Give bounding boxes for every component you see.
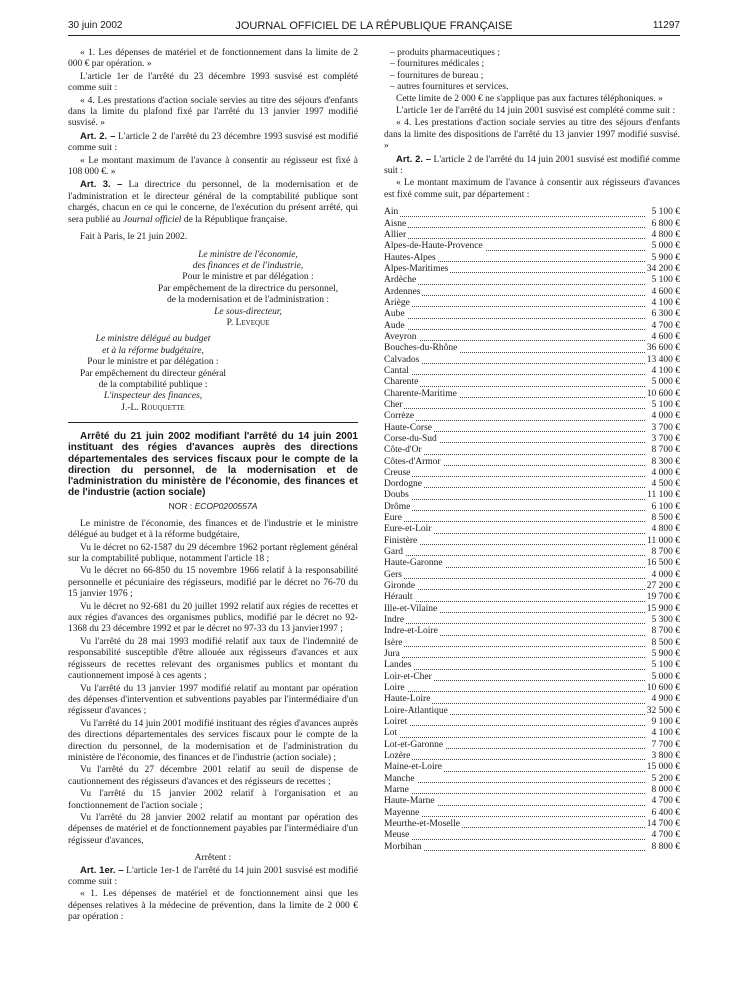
signature-block-2 [68,334,238,414]
departement-name: Haute-Loire [384,694,647,705]
article-label: Art. 2. – [80,130,116,142]
departement-name: Haute-Garonne [384,558,647,569]
article-text: L'article 2 de l'arrêté du 23 décembre 1993 susvisé est modifié comme suit : [68,131,358,154]
signature-line: Pour le ministre et par délégation : [87,357,219,368]
departement-amount: 4 700 € [651,796,680,807]
visa-paragraph: Vu l'arrêté du 28 mai 1993 modifié relatif aux taux de l'indemnité de responsabilité susceptible d'être allouée aux régisseurs d'avances et aux régisseurs de recettes relevant des organismes publics et montant du cautionnement imposé à ces agents ; [68,636,358,682]
departement-name: Jura [384,649,647,660]
table-row [384,638,680,649]
departement-name: Indre [384,615,647,626]
table-row [384,808,680,819]
signature-line: de la modernisation et de l'administration : [166,295,330,306]
departement-name: Gard [384,547,647,558]
departement-name: Ain [384,207,647,218]
departement-amount: 4 100 € [651,365,680,376]
article-text: de la République française. [181,214,288,225]
departement-name: Creuse [384,468,647,479]
table-row [384,423,680,434]
nor-code: ECOP0200557A [194,501,258,512]
departement-amount: 8 700 € [651,445,680,456]
departement-amount: 5 300 € [651,615,680,626]
departement-amount: 8 300 € [651,456,680,467]
departement-amount: 4 000 € [651,411,680,422]
paragraph: « Le montant maximum de l'avance à consentir aux régisseurs d'avances est fixé comme suit, par département : [384,178,680,200]
nor-reference [68,501,358,512]
table-row [384,343,680,354]
departement-amount: 4 900 € [651,694,680,705]
departement-amount: 6 400 € [651,807,680,818]
section-separator [68,422,358,423]
table-row [384,740,680,751]
departement-amount: 4 000 € [651,467,680,478]
departement-amount: 4 700 € [651,320,680,331]
table-row [384,785,680,796]
paragraph: Cette limite de 2 000 € ne s'applique pas aux factures téléphoniques. » [396,93,663,104]
departement-amount: 4 800 € [651,524,680,535]
paragraph: « Le montant maximum de l'avance à consentir au régisseur est fixé à 108 000 €. » [68,155,358,178]
departement-name: Haute-Corse [384,423,647,434]
table-row [384,728,680,739]
paragraph: L'article 1er de l'arrêté du 23 décembre 1993 susvisé est complété comme suit : [68,71,358,94]
table-row [384,502,680,513]
journal-reference: Journal officiel [123,214,182,225]
list-item: – fournitures de bureau ; [390,70,484,81]
table-row [384,547,680,558]
visa-paragraph: Le ministre de l'économie, des finances et de l'industrie et le ministre délégué au budget et à la réforme budgétaire, [68,518,358,541]
departement-amount: 4 600 € [651,286,680,297]
signature-line: de la comptabilité publique : [98,379,208,390]
departement-name: Allier [384,230,647,241]
table-row [384,717,680,728]
nor-label: NOR : [168,501,195,512]
departement-name: Charente-Maritime [384,389,647,400]
departement-name: Alpes-Maritimes [384,264,647,275]
table-row [384,592,680,603]
table-row [384,207,680,218]
table-row [384,524,680,535]
departement-name: Alpes-de-Haute-Provence [384,241,647,252]
visa-paragraph: Vu l'arrêté du 14 juin 2001 modifié instituant des régies d'avances auprès des directions départementales des services fiscaux pour le compte de la direction du personnel, de la modernisation et de l'administration du ministère de l'économie, des finances et de l'industrie (action sociale) ; [68,718,358,763]
departement-amount: 16 500 € [646,558,680,569]
signature-line: Pour le ministre et par délégation : [182,272,314,283]
departement-amount: 8 000 € [651,785,680,796]
table-row [384,649,680,660]
paragraph: « 1. Les dépenses de matériel et de fonctionnement ainsi que les dépenses relatives à la médecine de prévention, dans la limite de 2 000 € par opération : [68,889,358,923]
departement-name: Finistère [384,536,647,547]
table-row [384,457,680,468]
departement-name: Hautes-Alpes [384,253,647,264]
departement-amount: 34 200 € [646,263,680,274]
departement-name: Lot [384,728,647,739]
signature-line: Par empêchement du directeur général [79,368,227,379]
signature-block-1 [68,250,358,330]
departement-name: Corse-du-Sud [384,434,647,445]
departement-amount: 5 000 € [651,241,680,252]
departement-amount: 3 700 € [651,422,680,433]
departement-name: Eure-et-Loir [384,524,647,535]
departement-amount: 3 800 € [651,751,680,762]
arrete-body [68,519,358,847]
header-date: 30 juin 2002 [68,20,123,31]
departement-amount: 5 100 € [651,399,680,410]
list-item: – autres fournitures et services. [390,82,509,93]
departement-amount: 19 700 € [646,592,680,603]
departement-amount: 8 700 € [651,547,680,558]
paragraph: « 4. Les prestations d'action sociale servies au titre des séjours d'enfants dans la limite du plafond fixé par l'arrêté du 13 janvier 1997 modifié susvisé. » [68,95,358,129]
page-number: 11297 [652,20,680,31]
departement-amount: 4 100 € [651,728,680,739]
table-row [384,660,680,671]
journal-title: JOURNAL OFFICIEL DE LA RÉPUBLIQUE FRANÇAISE [235,20,513,32]
table-row [384,819,680,830]
table-row [384,275,680,286]
departement-name: Aveyron [384,332,647,343]
departement-name: Maine-et-Loire [384,762,647,773]
departement-name: Gers [384,570,647,581]
departement-name: Lot-et-Garonne [384,740,647,751]
departement-name: Côtes-d'Armor [384,457,647,468]
table-row [384,468,680,479]
header-rule [68,35,680,36]
table-row [384,321,680,332]
departement-amount: 8 800 € [651,841,680,852]
table-row [384,298,680,309]
article-2 [384,154,680,178]
table-row [384,513,680,524]
departement-amount: 10 600 € [646,388,680,399]
table-row [384,762,680,773]
departement-amount: 36 600 € [646,343,680,354]
departement-name: Ardèche [384,275,647,286]
departement-amount: 5 100 € [651,660,680,671]
departement-name: Indre-et-Loire [384,626,647,637]
table-row [384,332,680,343]
visa-paragraph: Vu l'arrêté du 15 janvier 2002 relatif à l'organisation et au fonctionnement de l'action sociale ; [68,789,358,811]
signature-line: Le sous-directeur, [214,306,282,317]
table-row [384,626,680,637]
departement-name: Ariège [384,298,647,309]
departement-amount: 5 000 € [651,671,680,682]
departement-name: Loir-et-Cher [384,672,647,683]
table-row [384,615,680,626]
departement-name: Ardennes [384,287,647,298]
signature-line: et à la réforme budgétaire, [102,345,204,356]
table-row [384,434,680,445]
table-row [384,389,680,400]
table-row [384,842,680,853]
departement-name: Bouches-du-Rhône [384,343,647,354]
article-1 [68,865,358,889]
departement-table [384,207,680,853]
table-row [384,774,680,785]
table-row [384,309,680,320]
departement-amount: 6 800 € [651,218,680,229]
table-row [384,411,680,422]
departement-amount: 14 700 € [646,819,680,829]
article-text: L'article 2 de l'arrêté du 14 juin 2001 susvisé est modifié comme suit : [384,154,680,177]
departement-amount: 8 700 € [651,626,680,637]
departement-name: Lozère [384,751,647,762]
table-row [384,751,680,762]
article-label: Art. 2. – [396,153,432,165]
visa-paragraph: Vu le décret no 92-681 du 20 juillet 1992 relatif aux régies de recettes et aux régies d'avances des organismes publics, modifié par le décret no 92-1368 du 23 décembre 1992 et par le décret no 97-33 du 13 janvier1997 ; [68,601,358,635]
article-2 [68,131,358,155]
departement-amount: 6 300 € [651,309,680,320]
left-column [68,48,358,925]
departement-amount: 8 500 € [651,513,680,524]
signature-line: des finances et de l'industrie, [192,260,304,271]
departement-amount: 11 100 € [647,490,680,501]
departement-name: Morbihan [384,842,647,853]
table-row [384,706,680,717]
departement-amount: 5 100 € [651,207,680,218]
departement-amount: 27 200 € [646,581,680,592]
departement-amount: 15 000 € [646,762,680,773]
visa-paragraph: Vu le décret no 66-850 du 15 novembre 1966 relatif à la responsabilité personnelle et pécuniaire des régisseurs, modifié par le décret no 76-70 du 15 janvier 1976 ; [68,566,358,600]
table-row [384,558,680,569]
article-text: L'article 1er-1 de l'arrêté du 14 juin 2001 susvisé est modifié comme suit : [68,865,358,887]
departement-name: Meuse [384,830,647,841]
visa-paragraph: Vu l'arrêté du 13 janvier 1997 modifié relatif au montant par opération des dépenses d'intervention et subventions payables par l'intermédiaire d'un régisseur d'avances ; [68,683,358,717]
departement-name: Aube [384,309,647,320]
departement-amount: 13 400 € [646,354,680,365]
departement-name: Haute-Marne [384,796,647,807]
signature-date: Fait à Paris, le 21 juin 2002. [80,232,188,243]
departement-amount: 4 000 € [651,569,680,580]
signature-line: Par empêchement de la directrice du personnel, [157,283,339,294]
signature-line: Le ministre de l'économie, [198,249,298,260]
departement-amount: 7 700 € [651,739,680,750]
departement-name: Dordogne [384,479,647,490]
table-row [384,445,680,456]
article-label: Art. 1er. – [80,864,124,876]
paragraph: L'article 1er de l'arrêté du 14 juin 2001 susvisé est complété comme suit : [396,106,676,117]
article-text: La directrice du personnel, de la modernisation et de l'administration et le directeur général de la comptabilité publique sont chargés, chacun en ce qui le concerne, de l'exécution du présent arrêté, qui sera publié au [68,180,358,225]
departement-name: Cher [384,400,647,411]
departement-name: Doubs [384,490,647,501]
table-row [384,479,680,490]
departement-name: Charente [384,377,647,388]
departement-name: Aude [384,321,647,332]
departement-amount: 8 500 € [651,637,680,648]
table-row [384,253,680,264]
table-row [384,219,680,230]
table-row [384,264,680,275]
supply-list [384,48,680,94]
page-header [68,20,680,34]
table-row [384,830,680,841]
departement-name: Aisne [384,219,647,230]
departement-name: Isère [384,638,647,649]
departement-amount: 4 700 € [651,830,680,841]
departement-amount: 5 100 € [651,275,680,286]
table-row [384,683,680,694]
departement-name: Calvados [384,355,647,366]
table-row [384,355,680,366]
departement-name: Manche [384,774,647,785]
table-row [384,604,680,615]
visa-paragraph: Vu l'arrêté du 28 janvier 2002 relatif au montant par opération des dépenses de matériel et de fonctionnement payables par l'intermédiaire d'un régisseur d'avances, [68,812,358,846]
departement-amount: 4 100 € [651,297,680,308]
departement-amount: 32 500 € [646,705,680,716]
departement-name: Gironde [384,581,647,592]
table-row [384,694,680,705]
departement-name: Meurthe-et-Moselle [384,819,647,830]
signature-line: L'inspecteur des finances, [103,391,203,402]
list-item: – produits pharmaceutiques ; [390,48,501,58]
departement-amount: 4 600 € [651,331,680,342]
departement-amount: 3 700 € [651,433,680,444]
departement-name: Landes [384,660,647,671]
departement-name: Cantal [384,366,647,377]
table-row [384,377,680,388]
departement-name: Loiret [384,717,647,728]
departement-name: Ille-et-Vilaine [384,604,647,615]
table-row [384,570,680,581]
signature-line: J.-L. Rouquette [121,402,185,413]
signature-line: P. Leveque [226,317,270,328]
departement-name: Marne [384,785,647,796]
departement-amount: 4 500 € [651,479,680,490]
paragraph: « 4. Les prestations d'action sociale servies au titre des séjours d'enfants dans la limite des dispositions de l'arrêté du 13 janvier 1997 modifié susvisé. » [384,118,680,152]
table-row [384,672,680,683]
departement-name: Hérault [384,592,647,603]
right-column [384,48,680,853]
departement-amount: 5 900 € [651,252,680,263]
arrete-title: Arrêté du 21 juin 2002 modifiant l'arrêté du 14 juin 2001 instituant des régies d'avances auprès des directions départementales des services fiscaux pour le compte de la direction du personnel, de la modernisation et de l'administration du ministère de l'économie, des finances et de l'industrie (action sociale) [68,431,358,499]
departement-amount: 11 000 € [647,535,680,546]
departement-amount: 5 900 € [651,649,680,660]
article-3 [68,179,358,226]
departement-name: Loire-Atlantique [384,706,647,717]
departement-name: Eure [384,513,647,524]
paragraph: « 1. Les dépenses de matériel et de fonctionnement dans la limite de 2 000 € par opération. » [68,48,358,70]
table-row [384,241,680,252]
table-row [384,581,680,592]
departement-name: Côte-d'Or [384,445,647,456]
departement-amount: 4 800 € [651,229,680,240]
table-row [384,230,680,241]
visa-paragraph: Vu le décret no 62-1587 du 29 décembre 1962 portant règlement général sur la comptabilité publique, notamment l'article 18 ; [68,542,358,565]
departement-name: Mayenne [384,808,647,819]
departement-amount: 6 100 € [651,501,680,512]
table-row [384,366,680,377]
departement-name: Drôme [384,502,647,513]
arretent: Arrêtent : [194,853,232,864]
departement-name: Loire [384,683,647,694]
departement-amount: 9 100 € [651,717,680,728]
departement-name: Corrèze [384,411,647,422]
table-row [384,400,680,411]
visa-paragraph: Vu l'arrêté du 27 décembre 2001 relatif au seuil de dispense de cautionnement des régisseurs d'avances et des régisseurs de recettes ; [68,765,358,787]
table-row [384,490,680,501]
table-row [384,287,680,298]
article-label: Art. 3. – [80,179,123,191]
table-row [384,796,680,807]
table-row [384,536,680,547]
list-item: – fournitures médicales ; [390,59,485,70]
signature-line: Le ministre délégué au budget [95,334,211,345]
departement-amount: 15 900 € [646,603,680,614]
departement-amount: 5 000 € [651,377,680,388]
departement-amount: 10 600 € [646,683,680,694]
departement-amount: 5 200 € [651,773,680,784]
